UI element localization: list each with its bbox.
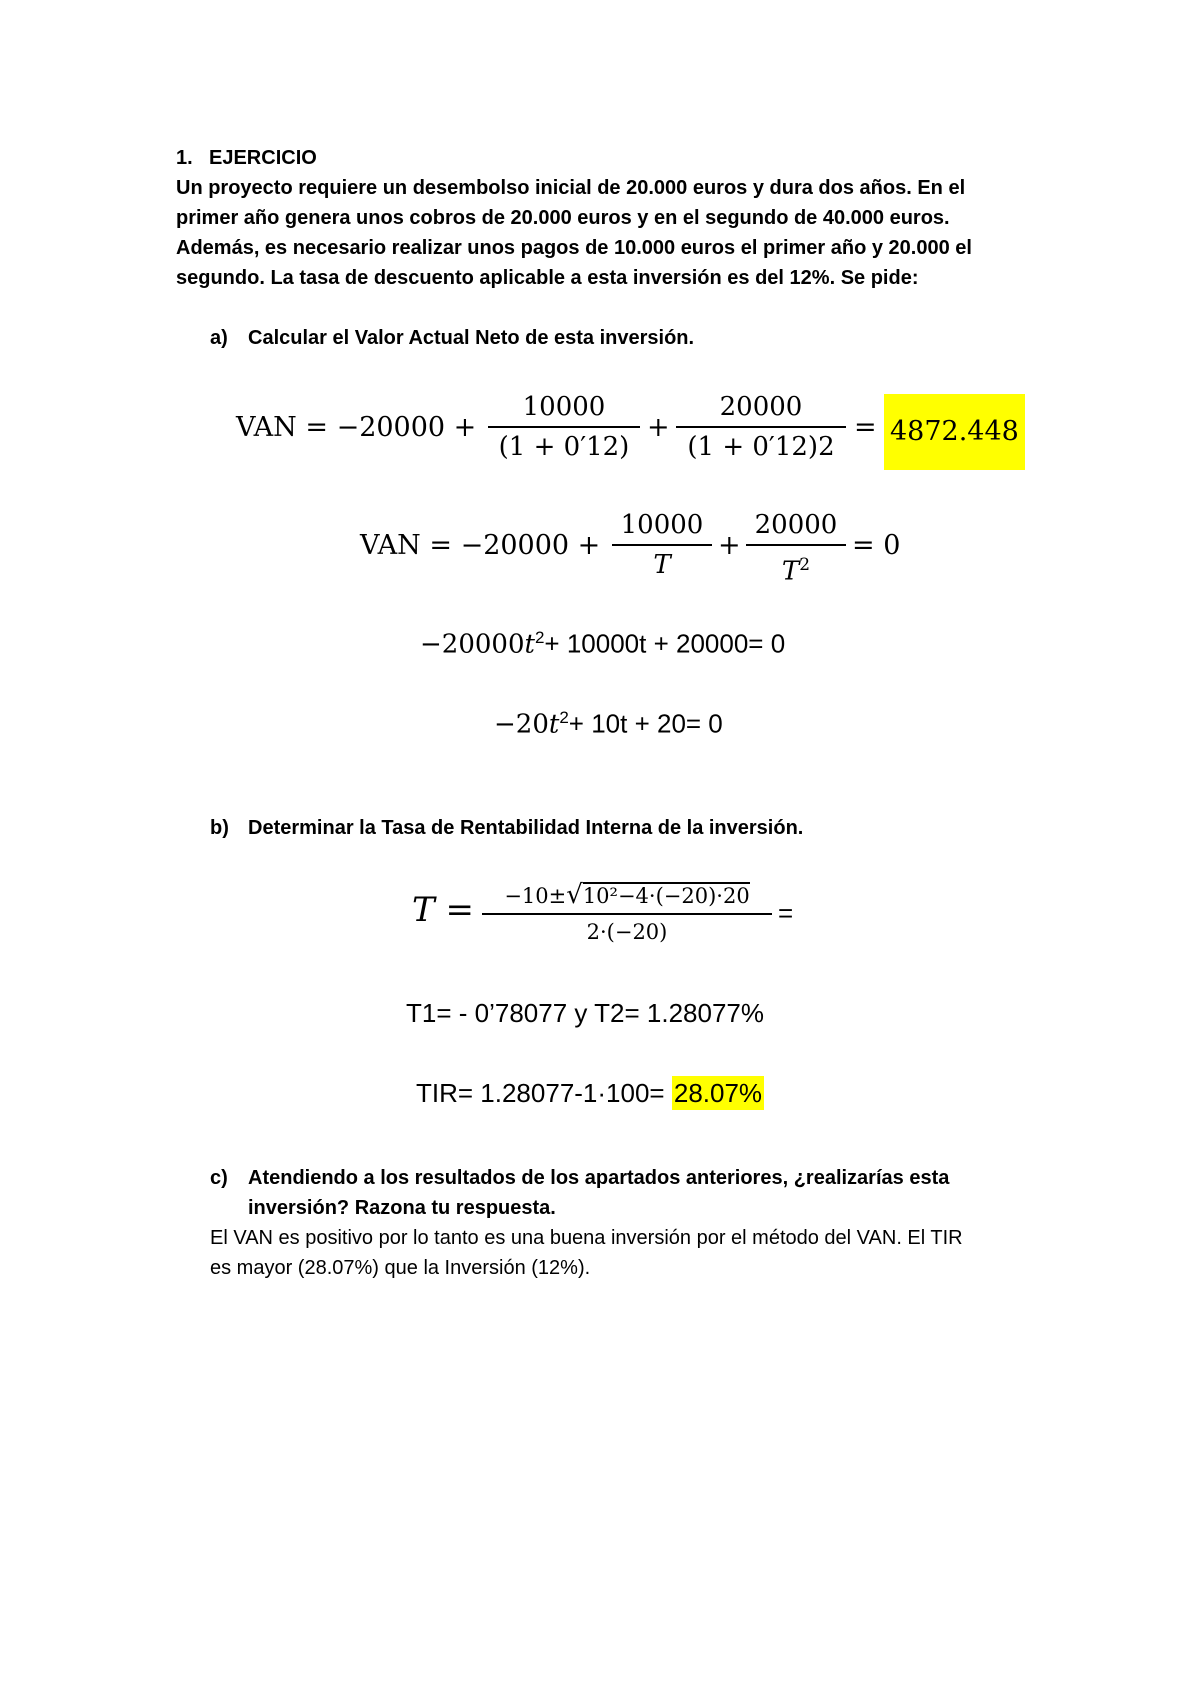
eq1-denominator-1: (1 + 0′12) (498, 432, 630, 462)
formula-denominator: 2·(−20) (586, 920, 668, 944)
formula-numerator (482, 878, 772, 913)
eq1-numerator-1: 10000 (522, 392, 606, 422)
eq3-var: t (524, 629, 535, 660)
eq1-plus: + (647, 412, 670, 443)
formula-lhs: T = (412, 890, 474, 930)
formula-num-prefix: −10± (504, 884, 567, 908)
van-result-highlight: 4872.448 (884, 394, 1025, 470)
eq2-rhs: = 0 (852, 530, 901, 561)
answer-line: El VAN es positivo por lo tanto es una buena inversión por el método del VAN. El TIR (210, 1227, 963, 1249)
formula-t: T (412, 890, 435, 930)
formula-fraction (482, 878, 772, 949)
eq2-fraction-2 (746, 506, 846, 591)
sqrt-icon: √ (566, 880, 583, 910)
formula-radicand: 10²−4·(−20)·20 (582, 884, 750, 908)
eq4-var: t (548, 709, 560, 740)
eq2-lhs: VAN = −20000 + (360, 530, 601, 561)
eq3-coef: −20000 (420, 629, 525, 660)
quadratic-equation-2 (494, 708, 723, 740)
eq4-exp: 2 (559, 708, 569, 727)
eq1-numerator-2: 20000 (719, 392, 803, 422)
tir-line (416, 1078, 764, 1109)
part-b-marker: b) (210, 817, 229, 839)
eq2-den2-exp: 2 (799, 555, 811, 575)
exercise-title: EJERCICIO (209, 147, 317, 169)
eq1-lhs: VAN = −20000 + (236, 412, 477, 443)
part-a-question: Calcular el Valor Actual Neto de esta inversión. (248, 327, 695, 349)
eq1-fraction-2 (676, 388, 846, 466)
tir-value-highlight: 28.07% (673, 1078, 763, 1108)
eq1-equals: = (854, 412, 877, 443)
eq1-fraction-1 (488, 388, 640, 466)
eq2-denominator-2 (746, 546, 846, 591)
eq4-coef: −20 (494, 709, 549, 740)
eq3-exp: 2 (534, 628, 545, 647)
exercise-number: 1. (176, 147, 193, 169)
eq2-den2-base: T (781, 556, 800, 587)
statement-line: Un proyecto requiere un desembolso inicial de 20.000 euros y dura dos años. En el (176, 177, 966, 199)
tir-prefix: TIR= 1.28077-1·100= (416, 1078, 665, 1108)
part-c-question-line: Atendiendo a los resultados de los apartados anteriores, ¿realizarías esta (248, 1167, 950, 1189)
part-c-question-line: inversión? Razona tu respuesta. (248, 1197, 556, 1219)
eq2-plus: + (718, 530, 741, 561)
part-b-question: Determinar la Tasa de Rentabilidad Interna de la inversión. (248, 817, 804, 839)
eq2-numerator-1: 10000 (620, 510, 704, 540)
eq2-denominator-1: T (653, 550, 671, 580)
part-c-marker: c) (210, 1167, 228, 1189)
roots-line: T1= - 0’78077 y T2= 1.28077% (406, 998, 764, 1028)
formula-equals: = (778, 898, 794, 928)
part-a-marker: a) (210, 327, 228, 349)
statement-line: primer año genera unos cobros de 20.000 euros y en el segundo de 40.000 euros. (176, 207, 950, 229)
statement-line: Además, es necesario realizar unos pagos de 10.000 euros el primer año y 20.000 el (176, 237, 972, 259)
eq4-rest: + 10t + 20= 0 (568, 708, 723, 739)
eq3-rest: + 10000t + 20000= 0 (544, 628, 786, 659)
answer-line: es mayor (28.07%) que la Inversión (12%). (210, 1257, 591, 1279)
eq2-fraction-1 (612, 506, 712, 584)
eq1-denominator-2: (1 + 0′12)2 (687, 432, 835, 462)
eq2-numerator-2: 20000 (754, 510, 838, 540)
statement-line: segundo. La tasa de descuento aplicable a esta inversión es del 12%. Se pide: (176, 267, 919, 289)
quadratic-equation-1 (420, 628, 785, 660)
